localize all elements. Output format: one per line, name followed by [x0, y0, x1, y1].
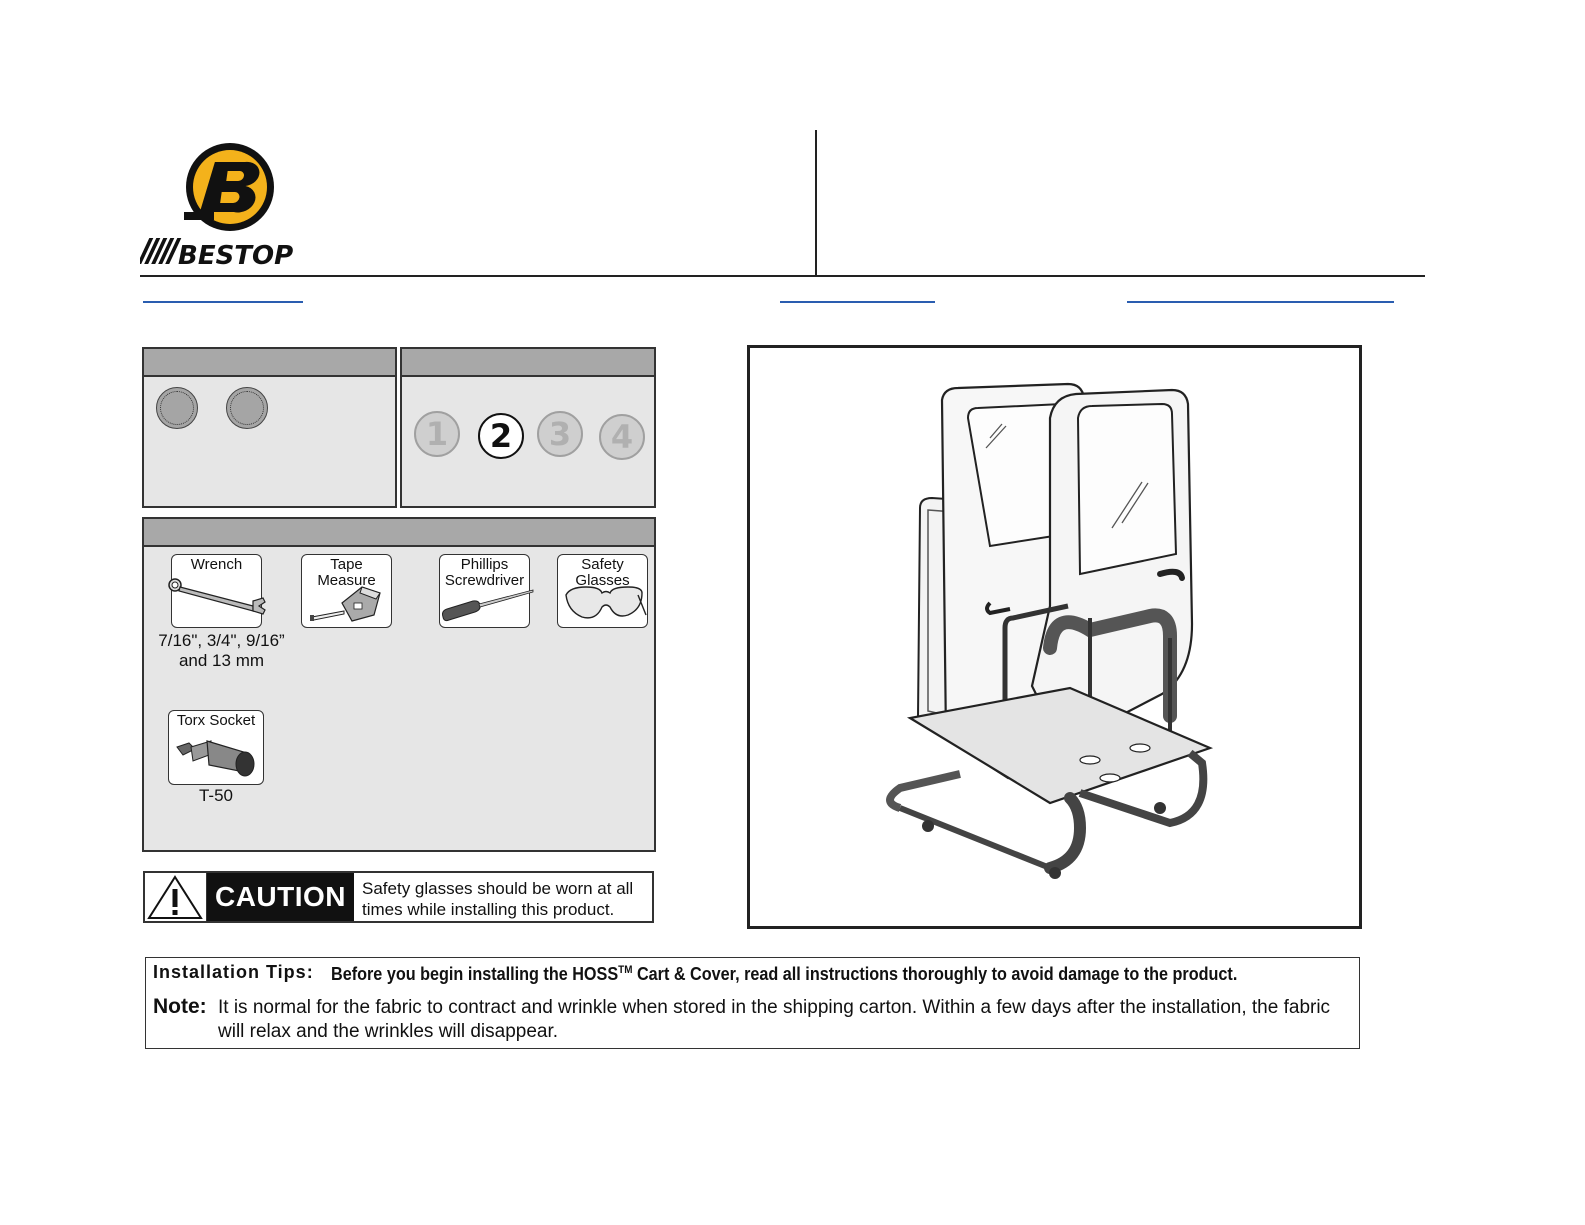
- hyperlink-underline[interactable]: [143, 301, 303, 303]
- torx-socket-icon: [169, 711, 265, 786]
- clock-icon: [156, 387, 198, 429]
- hoss-cart-illustration: [750, 348, 1359, 926]
- tape-measure-tool: [301, 554, 392, 628]
- skill-level-4: 4: [599, 414, 645, 460]
- hyperlink-underline[interactable]: [780, 301, 935, 303]
- note-text: It is normal for the fabric to contract and wrinkle when stored in the shipping carton. Within a few days after the installation, the fabric will relax and the wrinkles will disappear.: [218, 997, 1331, 1042]
- clock-icon: [226, 387, 268, 429]
- brand-name: BESTOP: [178, 241, 294, 270]
- skill-level-2: 2: [478, 413, 524, 459]
- wrench-icon: [167, 555, 267, 629]
- torx-size: T-50: [198, 786, 234, 805]
- panel-header: [144, 519, 654, 547]
- bestop-logo: [140, 140, 305, 270]
- caution-text: Safety glasses should be worn at all times while installing this product.: [362, 879, 634, 919]
- product-illustration: [747, 345, 1362, 929]
- safety-glasses-label: Safety Glasses: [575, 556, 630, 589]
- caution-banner: [143, 871, 654, 923]
- torx-socket-tool: [168, 710, 264, 785]
- warning-icon: [145, 873, 207, 921]
- panel-header: [402, 349, 654, 377]
- tips-text: Before you begin installing the HOSS™ Cart & Cover, read all instructions thoroughly to avoid damage to the product.: [331, 964, 1238, 984]
- wrench-label: Wrench: [190, 556, 243, 573]
- screwdriver-label: Phillips Screwdriver: [444, 556, 525, 589]
- installation-time-panel: [142, 347, 397, 508]
- torx-socket-label: Torx Socket: [176, 712, 256, 729]
- skill-level-1: 1: [414, 411, 460, 457]
- wrench-sizes: 7/16", 3/4", 9/16” and 13 mm: [158, 631, 285, 670]
- tools-required-panel: [142, 517, 656, 852]
- screwdriver-icon: [437, 555, 537, 629]
- tape-measure-icon: [302, 555, 393, 629]
- tape-measure-label: Tape Measure: [317, 556, 376, 589]
- tips-title: Installation Tips:: [153, 962, 314, 982]
- wrench-tool: [171, 554, 262, 628]
- screwdriver-tool: [439, 554, 530, 628]
- skill-level-3: 3: [537, 411, 583, 457]
- note-title: Note:: [153, 995, 207, 1018]
- header-divider: [815, 130, 817, 276]
- installation-tips-box: [145, 957, 1360, 1049]
- safety-glasses-tool: [557, 554, 648, 628]
- header-rule: [140, 275, 1425, 277]
- safety-glasses-icon: [558, 555, 649, 629]
- caution-label: CAUTION: [207, 873, 354, 921]
- skill-level-panel: [400, 347, 656, 508]
- hyperlink-underline[interactable]: [1127, 301, 1394, 303]
- panel-header: [144, 349, 395, 377]
